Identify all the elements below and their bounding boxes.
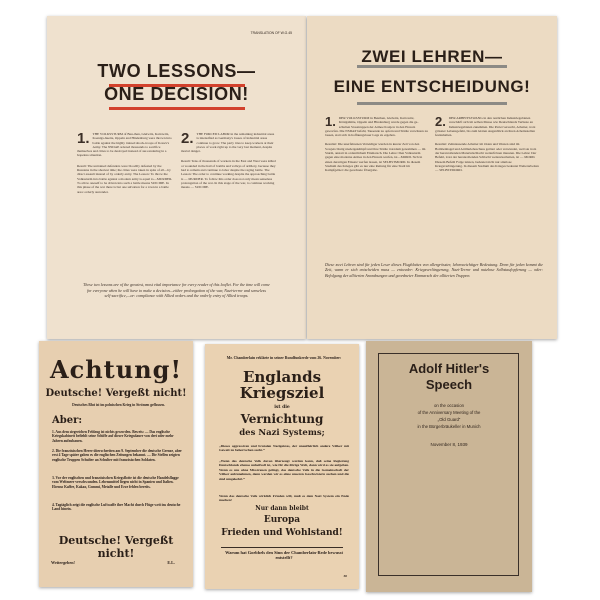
leaflet-title	[47, 60, 306, 106]
quote-text: „Wenn das deutsche Volk davon überzeugt werden kann, daß seine Regierung Deutschlands ebenso unheilvoll ist, wie für die übrige Welt, dann wird es sie aufgeben. Wenn es uns ohne Misstrauen gelingt, das deutsche Volk in die Gemeinschaft der Völker aufzunehmen, dann werden wir es ohne unseren Geschwistern suchen und die sind umgekehrt.“	[219, 459, 349, 481]
leaflet-footer: These two lessons are of the greatest, most vital importance for every reader of this leaflet. For the time will come for everyone when he will have to make a decision—either prolongation of the war, Nazi-terror and senseless self-sacrifice,—or: compliance with Allied orders and the orderly entry of Allied troops.	[83, 282, 270, 298]
column-number: 1.	[325, 114, 336, 129]
column-result-text: Resultat: Die unerfahrenen Verteidiger wurden in kurzer Zeit von den Sowjets blutig niedergekämpft und ihre Städte trotzdem genommen — im Sturm, anstatt in ordentlichem Einmarsch. Die Lehre: Den Volkssturm gegen eine moderne Armee in den Einsatz werfen, ist—MORD. Sich in einen derartigen Einsatz werfen lassen, ist SELBSTMORD. In diesem Stadium des Krieges gibt es nur eine Rettung für eine Stadt im Kampfgebiet: die geordnete Übergabe.	[325, 142, 426, 173]
leaflet-englands-kriegsziel	[205, 344, 359, 589]
frieden-text: Frieden und Wohlstand!	[221, 528, 343, 538]
column-result-text: Resultat: Zehntausende Arbeiter im Osten und Westen sind im Bombenhagel und Artilleriebeschuss getötet oder verwundet, weil sie trotz der heranrollenden Materialschlacht weiterfrönen mussten. Die Lehre: Der Befehl, trotz der heranrollenden Schlacht weiterzuarbeiten, ist — MORD. Diesem Befehl Folge leisten, bedeutet nicht nur sinnlose Kriegsverlängerung. In diesem Stadium des Krieges bedeutet Weiterarbeiten — SELBSTMORD.	[435, 142, 539, 173]
paragraph-text: Wenn das deutsche Volk wirklich Frieden will, muß es dem Nazi System ein Ende machen!	[219, 494, 349, 503]
europa-text: Europa	[263, 515, 301, 525]
leaflet-title: Achtung!	[50, 355, 182, 384]
column-volkssturm	[77, 132, 173, 194]
leaflet-two-lessons	[47, 16, 306, 339]
column-volkssturm	[325, 116, 429, 173]
translation-tag: TRANSLATION OF W.G.45	[250, 31, 292, 35]
nur-dann-text: Nur dann bleibt	[255, 505, 309, 512]
subtitle-line-2: of the Anniversary Meeting of the	[417, 410, 481, 415]
column-number: 1.	[77, 130, 90, 147]
title-line-2: EINE ENTSCHEIDUNG!	[333, 77, 531, 96]
column-arbeitszwang	[435, 116, 539, 173]
column-heading-text: THE VOLKSSTURM of Beu-then, Gleiwitz, Kattowitz, Koenigs-huette, Oppeln and Hindenburg were thrown into battle against the highly trained shock-troops of Konev's Army. The NSDAP ordered thousands to sacrifice themselves and cities to be destroyed instead of sur-rendering in a hopeless situation.	[77, 132, 172, 158]
title-line-1: Adolf Hitler's	[408, 361, 490, 376]
leaflet-achtung	[39, 341, 193, 587]
divider	[221, 547, 343, 548]
numbered-item: 2. Die französischen Heere überschreiten am 9. September die deutsche Grenze, aber erst 4 Tage später gaben es die englischen Zeitungen bekannt. — Die Stellen zeigten englische Truppen Schulter an Schulter mit französischen Soldaten.	[52, 449, 182, 462]
footer-left: Weitergeben!	[51, 560, 75, 565]
leaflet-code: 30	[343, 574, 347, 578]
vernichtung-text: Vernichtung	[240, 412, 324, 426]
column-heading-text: DER VOLKSSTURM in Beuthen, Gleiwitz, Kattowitz, Königshütte, Oppeln und Hindenburg wurde gegen die ge-schulten Stosstruppen der Armee Konjew in den Einsatz geworfen. Die NSDAP befahl, Tausende zu opfern und Städte verwüsten zu lassen, statt sich in hoffnungsloser Lage zu ergeben.	[325, 116, 428, 138]
column-result-text: Result: The untrained defenders were bloodily defeated by the Russians in the shortest time; the cities were taken in spite of all—by direct assault instead of by orderly entry. The Lesson: To throw the Volkssturm into battle against a modern army is equal to—MURDER. To allow oneself to be driven into such a battle means SUICIDE. In this phase of the war there is but one salvation for a town in a battle area: orderly surrender.	[77, 163, 173, 194]
aber-heading: Aber:	[52, 415, 83, 426]
numbered-item: 1. Aus dem siegreichen Feldzug ist nichts geworden. Beweis: — Das englische Kriegskabinett befiehlt seine Schiffe auf dieser Kriegsdauer von drei oder mehr Jahren aufzubauen.	[52, 430, 174, 443]
title-line-1: Englands	[242, 368, 322, 386]
intro-text: Mr. Chamberlain erklärte in seiner Rundfunkrede vom 26. November:	[226, 356, 342, 360]
ist-die-text: ist die	[274, 405, 290, 410]
bottom-question: Warum hat Goebbels den Sinn der Chamberlain-Rede bewusst entstellt?	[225, 550, 343, 561]
column-number: 2.	[181, 130, 194, 147]
title-rule-bottom	[357, 102, 507, 105]
speech-date: November 8, 1939	[430, 442, 468, 447]
column-result-text: Result: Tens of thousands of workers in the East and West were killed or wounded in the hail of bombs and volleys of artillery, because they had to remain and continue to labor despite the raging battle. The Lesson: The order to continue working despite the approaching battle is — MURDER. To follow this order does not only mean senseless prolongation of the war. In this stage of the war, to continue working means — SUICIDE.	[181, 159, 276, 190]
column-heading-text: THE FORCED LABOR in the remaining industrial areas is intensified as Germany's losses of industrial areas continue to grow. The party tries to keep workers at their places of work right up to the very last moment, despite mortal danger.	[181, 132, 275, 154]
numbered-item: 4. Tagtäglich zeigt die englische Luftwaffe ihre Macht durch Flüge weit ins deutsche Land hinein.	[52, 503, 181, 512]
subtitle-line-4: in the Bürgerbräukeller in Munich	[417, 424, 481, 429]
leaflet-subtitle: Deutsche! Vergeßt nicht!	[45, 388, 187, 399]
title-rule-bottom	[109, 107, 245, 110]
title-line-2: ONE DECISION!	[104, 84, 249, 104]
leaflet-footer: Diese zwei Lehren sind für jeden Leser dieses Flugblattes von allergrösster, lebenswichtiger Bedeutung. Denn für jeden kommt die Zeit, wann er sich entscheiden muss — entweder: Kriegsverlängerung, Nazi-Terror und nutzlose Selbstaufopferung — oder: Befolgung der alliierten Anordnungen und geordneter Einmarsch der alliierten Truppen.	[325, 262, 543, 278]
numbered-item: 3. Vor der englischen und französischen Kriegsflotte ist die deutsche Handelsflagge vom Weltmeer verschwunden. Lebensmittel liegen nicht in Spanien und Italien. Ebenso Kaffee, Kakao, Gummi, Metalle und Erze fehlen bereits.	[52, 476, 179, 489]
quote-text: „Dieses aggressiven und brutalen Nazigeistes, der unaufhörlich andere Völker mit Gewalt zu beherrschen sucht.“	[219, 444, 349, 453]
subtitle-line-1: on the occasion	[433, 403, 465, 408]
column-heading-text: DER ARBEITSZWANG in den restlichen Industriegebieten verschärft sich im selben Masse wie Deutschlands Verluste an Industriegebieten zunehmen. Die Partei versucht, Arbeiter, trotz grösster Lebensgefahr, bis zum letzten Augenblick an ihren Arbeitsstellen festzuhalten.	[435, 116, 536, 138]
footer-right: E.L.	[167, 560, 175, 565]
intro-text: Deutsches Blut ist im polnischen Krieg in Strömen geflossen.	[72, 403, 165, 407]
subtitle-line-3: „Old Guard“	[437, 417, 461, 422]
leaflet-title	[307, 42, 557, 102]
column-forced-labor	[181, 132, 277, 190]
column-number: 2.	[435, 114, 446, 129]
title-line-2: Kriegsziel	[239, 384, 325, 402]
closing-slogan: Deutsche! Vergeßt nicht!	[58, 534, 174, 560]
title-line-2: Speech	[425, 377, 473, 392]
title-line-1: TWO LESSONS—	[97, 61, 256, 81]
booklet-hitler-speech	[366, 341, 532, 592]
des-nazi-systems-text: des Nazi Systems;	[239, 428, 325, 438]
leaflet-zwei-lehren	[307, 16, 557, 339]
title-line-1: ZWEI LEHREN—	[361, 47, 503, 66]
